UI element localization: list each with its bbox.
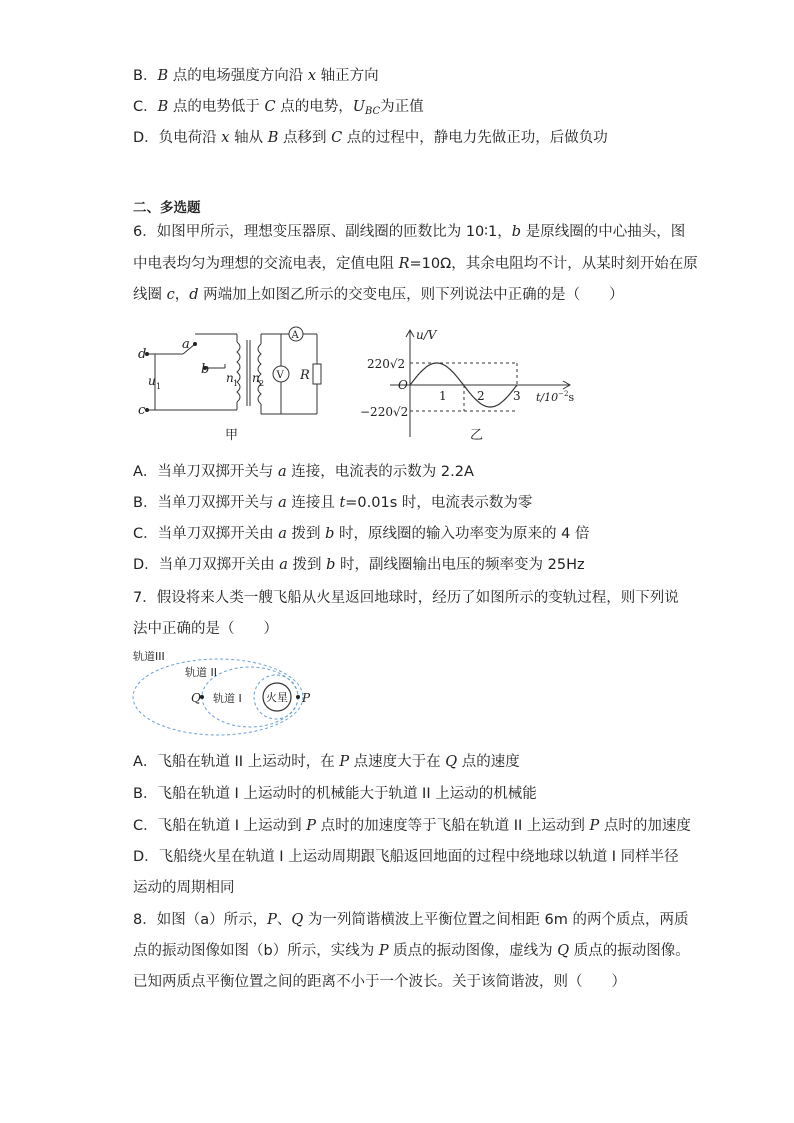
x-axis-label-unit: s — [568, 391, 575, 404]
text: 为正值 — [380, 99, 424, 115]
ymax-label: 220√2 — [367, 357, 406, 371]
text: 负电荷沿 — [158, 130, 222, 146]
text: =10Ω，其余电阻均不计，从某时刻开始在原 — [409, 256, 698, 272]
label-b: b — [201, 362, 210, 377]
text: 时，原线圈的输入功率变为原来的 4 倍 — [334, 526, 590, 542]
text: 为一列简谐横波上平衡位置之间相距 6m 的两个质点，两质 — [303, 912, 689, 928]
x-tick-2: 2 — [477, 389, 485, 403]
text: 、 — [276, 912, 292, 928]
text: 8．如图（a）所示， — [133, 912, 268, 928]
orbit3-label: 轨道III — [133, 650, 165, 663]
x-axis-label-exp: −2 — [558, 390, 569, 398]
text: 当单刀双掷开关与 — [157, 495, 279, 511]
option-letter: A． — [133, 464, 158, 480]
var: P — [306, 818, 316, 834]
point-p-label: P — [302, 691, 311, 705]
label-a: a — [182, 337, 190, 352]
option-letter: B． — [133, 68, 158, 84]
q6-option-d — [133, 555, 585, 575]
q8-line3: 已知两质点平衡位置之间的距离不小于一个波长。关于该简谐波，则（ ） — [133, 974, 626, 990]
var: P — [339, 754, 350, 770]
label-n2: n — [252, 371, 260, 385]
text: 当单刀双掷开关由 — [157, 526, 279, 542]
text: 轴从 — [229, 130, 268, 146]
text: 两端加上如图乙所示的交变电压，则下列说法中正确的是（ ） — [198, 287, 624, 303]
prev-option-c — [133, 97, 424, 122]
q6-option-b — [133, 493, 532, 513]
var: P — [589, 818, 600, 834]
orbit-figure — [130, 648, 330, 743]
voltage-graph-figure — [360, 325, 585, 447]
text: 点的电势， — [275, 99, 353, 115]
prev-option-b — [133, 66, 379, 86]
var: U — [352, 99, 365, 115]
mars-label: 火星 — [266, 691, 288, 704]
q7-option-d-line2: 运动的周期相同 — [133, 880, 235, 896]
x-axis-label-main: t/10 — [536, 391, 559, 404]
text: 当单刀双掷开关由 — [158, 557, 280, 573]
text: 时，副线圈输出电压的频率变为 25Hz — [335, 557, 585, 573]
option-letter: D． — [133, 557, 159, 573]
option-letter: B． — [133, 495, 158, 511]
var: b — [511, 224, 522, 240]
label-u1-sub: 1 — [156, 382, 162, 391]
text: 点的振动图像如图（b）所示，实线为 — [133, 943, 379, 959]
x-axis-label — [536, 390, 574, 404]
label-n2-sub: 2 — [259, 379, 265, 388]
text: 拨到 — [286, 526, 326, 542]
var: a — [278, 526, 287, 542]
text: 飞船绕火星在轨道 I 上运动周期跟飞船返回地面的过程中绕地球以轨道 I 同样半径 — [158, 849, 679, 865]
voltmeter-icon: V — [276, 370, 284, 381]
var: C — [331, 130, 343, 146]
text: 飞船在轨道 II 上运动时，在 — [157, 754, 340, 770]
q7-line2: 法中正确的是（ ） — [133, 621, 278, 637]
subscript: BC — [364, 106, 381, 117]
var: b — [326, 557, 336, 573]
text: 飞船在轨道 I 上运动到 — [157, 818, 307, 834]
text: 质点的振动图像。 — [569, 943, 690, 959]
text: 点速度大于在 — [349, 754, 446, 770]
label-R: R — [300, 368, 310, 383]
option-letter: C． — [133, 99, 158, 115]
section-title: 二、多选题 — [133, 200, 201, 216]
option-letter: C． — [133, 818, 158, 834]
text: 是原线圈的中心抽头，图 — [521, 224, 686, 240]
var: P — [378, 943, 389, 959]
var: C — [264, 99, 276, 115]
var: Q — [291, 912, 304, 928]
text: 点时的加速度等于飞船在轨道 II 上运动到 — [316, 818, 590, 834]
var: a — [278, 495, 287, 511]
orbit2-label: 轨道 II — [185, 666, 217, 679]
var: B — [267, 130, 279, 146]
q7-option-d — [133, 847, 679, 867]
text: 轴正方向 — [316, 68, 379, 84]
point-q-label: Q — [191, 691, 201, 705]
orbit1-label: 轨道 I — [213, 692, 242, 705]
var: Q — [557, 943, 570, 959]
option-letter: D． — [133, 849, 159, 865]
text: 连接且 — [286, 495, 340, 511]
q6-option-a — [133, 462, 474, 482]
text: 点的速度 — [457, 754, 520, 770]
q6-line2 — [133, 254, 698, 274]
text: 当单刀双掷开关与 — [157, 464, 279, 480]
q7-option-a — [133, 752, 520, 772]
var: x — [307, 68, 317, 84]
option-letter: A． — [133, 754, 158, 770]
text: 飞船在轨道 I 上运动时的机械能大于轨道 II 上运动的机械能 — [157, 786, 537, 802]
text: =0.01s 时，电流表示数为零 — [345, 495, 533, 511]
q7-line1: 7．假设将来人类一艘飞船从火星返回地球时，经历了如图所示的变轨过程，则下列说 — [133, 590, 679, 606]
label-n1: n — [226, 371, 234, 385]
var: c — [166, 287, 175, 303]
x-tick-1: 1 — [439, 389, 447, 403]
text: 6．如图甲所示，理想变压器原、副线圈的匝数比为 10∶1， — [133, 224, 512, 240]
ymin-label: −220√2 — [360, 405, 409, 419]
var: Q — [445, 754, 458, 770]
prev-option-d — [133, 128, 608, 148]
origin-label: O — [398, 378, 408, 392]
text: 中电表均匀为理想的交流电表，定值电阻 — [133, 256, 399, 272]
q6-option-c — [133, 524, 589, 544]
q8-line1 — [133, 910, 688, 930]
var: a — [278, 464, 287, 480]
var: x — [221, 130, 230, 146]
option-letter: B． — [133, 786, 158, 802]
x-tick-3: 3 — [513, 389, 521, 403]
var: B — [157, 99, 169, 115]
q6-line1 — [133, 222, 685, 242]
transformer-circuit-figure — [135, 322, 335, 447]
text: 质点的振动图像，虚线为 — [388, 943, 558, 959]
text: 点的电势低于 — [168, 99, 265, 115]
text: ， — [174, 287, 190, 303]
label-c: c — [138, 403, 146, 418]
text: 点的过程中，静电力先做正功，后做负功 — [342, 130, 608, 146]
text: 线圈 — [133, 287, 167, 303]
text: 点的电场强度方向沿 — [168, 68, 308, 84]
var: R — [398, 256, 410, 272]
text: 点移到 — [278, 130, 332, 146]
var: P — [267, 912, 277, 928]
text: 点时的加速度 — [599, 818, 691, 834]
option-letter: C． — [133, 526, 158, 542]
var: b — [325, 526, 335, 542]
var: B — [157, 68, 169, 84]
label-n1-sub: 1 — [233, 379, 239, 388]
label-d: d — [138, 347, 147, 362]
var: t — [339, 495, 346, 511]
option-letter: D． — [133, 130, 159, 146]
text: 拨到 — [287, 557, 327, 573]
q7-option-b — [133, 784, 537, 804]
y-axis-label: u/V — [416, 328, 437, 342]
var: d — [189, 287, 199, 303]
q6-line3 — [133, 285, 624, 305]
fig-caption-jia: 甲 — [225, 428, 239, 443]
ammeter-icon: A — [291, 330, 299, 341]
text: 连接，电流表的示数为 2.2A — [286, 464, 474, 480]
q8-line2 — [133, 941, 690, 961]
var: a — [279, 557, 288, 573]
label-u1: u — [148, 374, 156, 388]
q7-option-c — [133, 816, 691, 836]
fig-caption-yi: 乙 — [470, 428, 484, 443]
